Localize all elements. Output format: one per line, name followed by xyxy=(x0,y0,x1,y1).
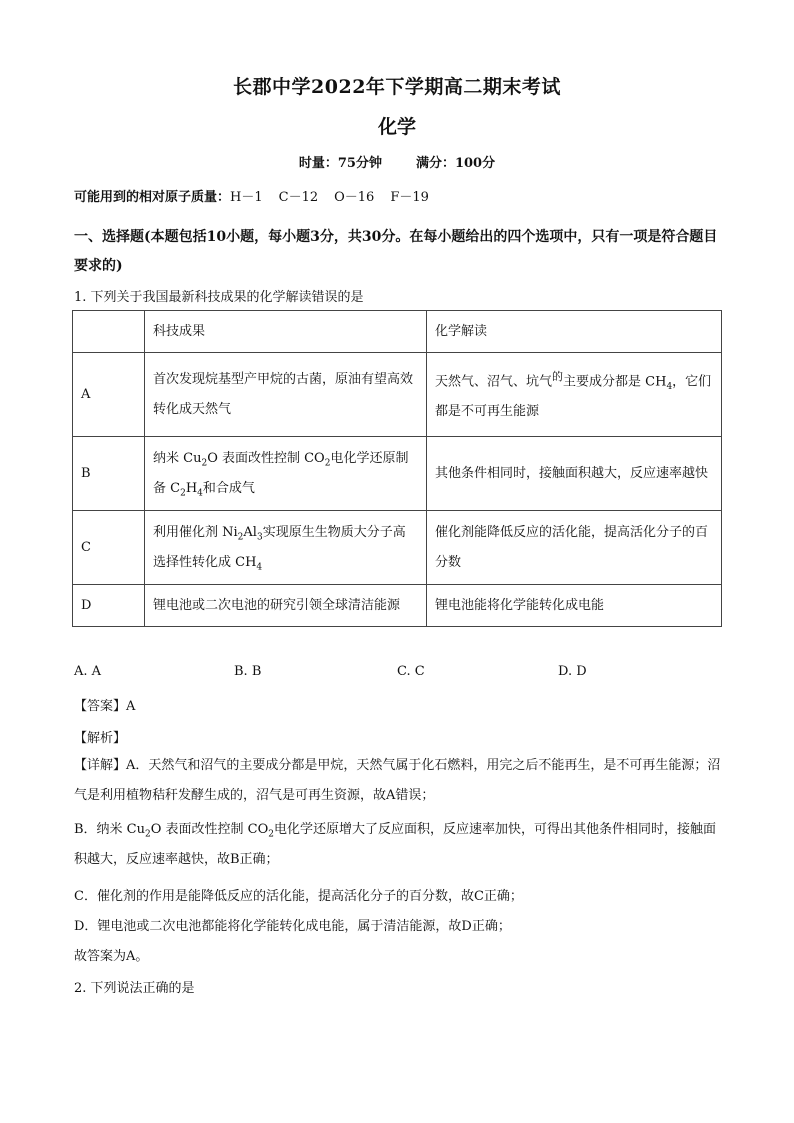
detail-b: B．纳米 $Cu_2O$ 表面改性控制 $CO_2$电化学还原增大了反应面积，反应速率加快，可得出其他条件相同时，接触面积越大，反应速率越快，故B正确； xyxy=(74,822,717,867)
section-heading: 一、选择题(本题包括10小题，每小题3分，共30分。在每小题给出的四个选项中，只有一项是符合题目要求的) xyxy=(74,229,718,274)
row-label: C xyxy=(73,511,145,585)
achievement-cell: 纳米 $Cu_2O$ 表面改性控制 $CO_2$电化学还原制备 $C_2H_4$和合成气 xyxy=(145,437,427,511)
option-c: C. C xyxy=(397,664,425,679)
table-header-cell: 化学解读 xyxy=(427,311,722,353)
mass-item: F－19 xyxy=(390,190,429,205)
score-label: 满分：100分 xyxy=(415,156,496,171)
row-label: A xyxy=(73,353,145,437)
conclusion: 故答案为A。 xyxy=(74,949,149,964)
exam-meta xyxy=(0,152,794,171)
detail-c: C．催化剂的作用是能降低反应的活化能，提高活化分子的百分数，故C正确； xyxy=(74,889,523,904)
table-row xyxy=(73,585,722,627)
question-1-stem: 1. 下列关于我国最新科技成果的化学解读错误的是 xyxy=(74,290,364,305)
atomic-masses xyxy=(74,186,445,205)
mass-item: O－16 xyxy=(334,190,375,205)
subject-title: 化学 xyxy=(377,116,416,138)
option-d: D. D xyxy=(558,664,587,679)
detail-label: 【详解】 xyxy=(74,758,127,773)
achievement-cell: 利用催化剂 $Ni_2Al_3$实现原生生物质大分子高选择性转化成 $CH_4$ xyxy=(145,511,427,585)
achievement-cell: 首次发现烷基型产甲烷的古菌，原油有望高效转化成天然气 xyxy=(145,353,427,437)
question-2-stem: 2. 下列说法正确的是 xyxy=(74,981,195,996)
achievement-cell: 锂电池或二次电池的研究引领全球清洁能源 xyxy=(145,585,427,627)
table-row xyxy=(73,353,722,437)
interpretation-cell: 锂电池能将化学能转化成电能 xyxy=(427,585,722,627)
row-label: B xyxy=(73,437,145,511)
interpretation-cell: 天然气、沼气、坑气$^的$主要成分都是 $CH_4$，它们都是不可再生能源 xyxy=(427,353,722,437)
detail-d: D．锂电池或二次电池都能将化学能转化成电能，属于清洁能源，故D正确； xyxy=(74,919,511,934)
time-label: 时量：75分钟 xyxy=(298,156,382,171)
table-row xyxy=(73,511,722,585)
interpretation-cell: 催化剂能降低反应的活化能，提高活化分子的百分数 xyxy=(427,511,722,585)
mass-item: C－12 xyxy=(278,190,319,205)
option-a: A. A xyxy=(74,664,102,679)
answer-line: 【答案】A xyxy=(74,699,136,714)
detail-a: 【详解】A．天然气和沼气的主要成分都是甲烷，天然气属于化石燃料，用完之后不能再生，是不可再生能源；沼气是利用植物秸秆发酵生成的，沼气是可再生资源，故A错误； xyxy=(74,758,721,803)
table-header-row xyxy=(73,311,722,353)
exam-title: 长郡中学2022年下学期高二期末考试 xyxy=(233,76,561,98)
table-header-cell: 科技成果 xyxy=(145,311,427,353)
masses-label: 可能用到的相对原子质量： xyxy=(74,190,231,205)
question-1-table xyxy=(72,310,722,627)
mass-item: H－1 xyxy=(230,190,263,205)
analysis-label: 【解析】 xyxy=(74,731,127,746)
row-label: D xyxy=(73,585,145,627)
table-header-cell xyxy=(73,311,145,353)
option-b: B. B xyxy=(234,664,262,679)
table-row xyxy=(73,437,722,511)
interpretation-cell: 其他条件相同时，接触面积越大，反应速率越快 xyxy=(427,437,722,511)
